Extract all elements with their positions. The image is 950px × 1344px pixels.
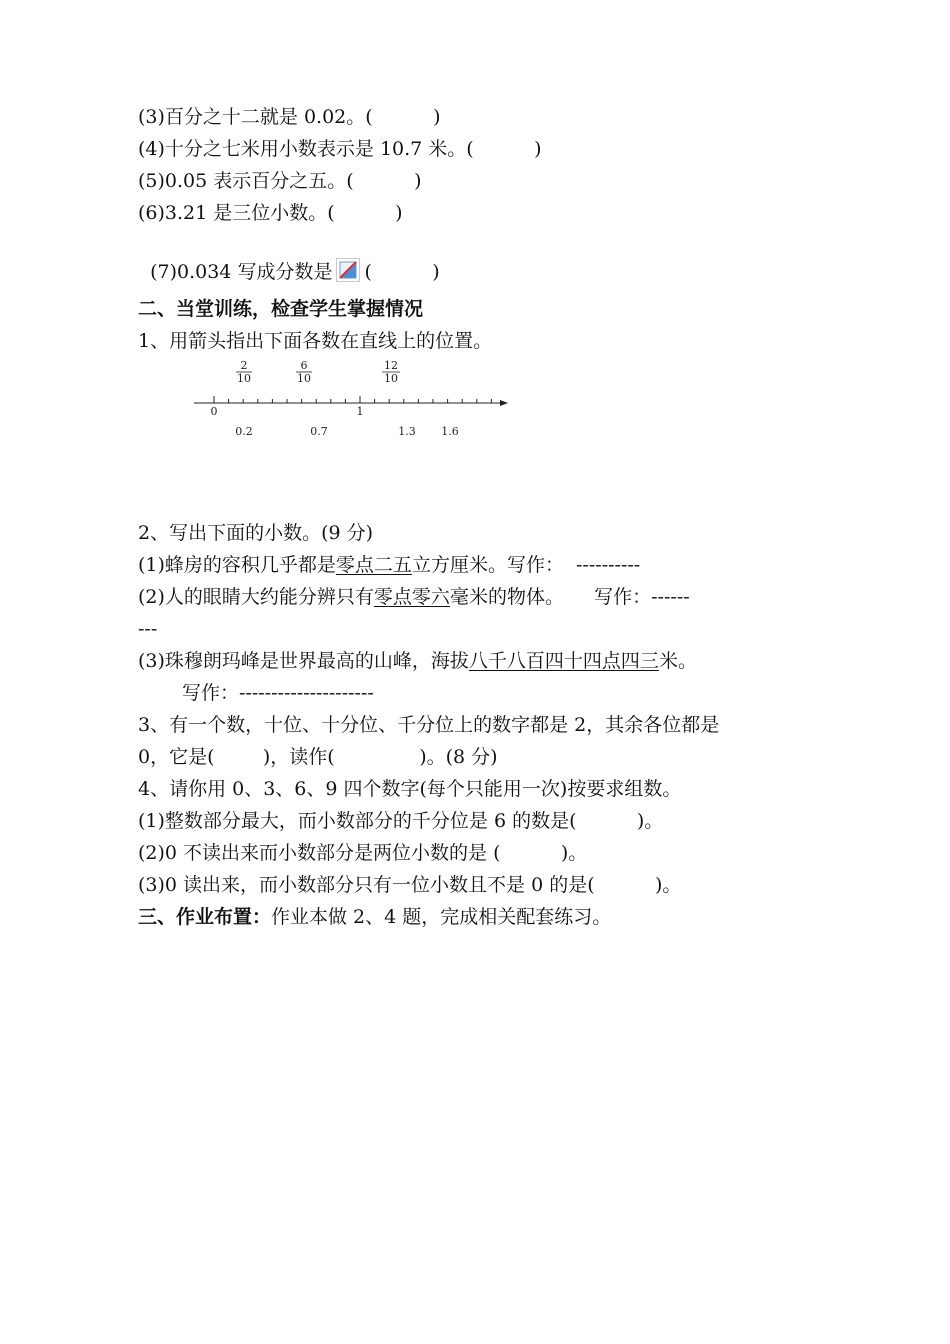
question-2-item-1 xyxy=(138,552,640,578)
question-2-item-3-write: 写作：--------------------- xyxy=(182,682,374,704)
section3-heading: 三、作业布置： xyxy=(138,906,272,928)
tick-label-1: 1 xyxy=(356,405,364,418)
q2-item2-underlined: 零点零六 xyxy=(373,586,450,608)
fraction-2-10-num: 2 xyxy=(240,359,248,372)
question-2-title: 2、写出下面的小数。(9 分) xyxy=(138,522,374,544)
q2-item1-underlined: 零点二五 xyxy=(335,554,412,576)
question-4-item-1: (1)整数部分最大，而小数部分的千分位是 6 的数是( )。 xyxy=(138,810,664,832)
question-4-item-2: (2)0 不读出来而小数部分是两位小数的是 ( )。 xyxy=(138,842,588,864)
q2-item3-pre: (3)珠穆朗玛峰是世界最高的山峰，海拔 xyxy=(138,650,469,672)
fraction-6-10-num: 6 xyxy=(300,359,308,372)
fraction-6-10-den: 10 xyxy=(297,372,311,385)
fraction-12-10 xyxy=(382,359,400,385)
judgement-item-7-blank: ( ) xyxy=(364,261,440,283)
question-3-line-2: 0，它是( )，读作( )。(8 分) xyxy=(138,746,498,768)
section3-text: 作业本做 2、4 题，完成相关配套练习。 xyxy=(271,906,612,928)
question-2-item-2 xyxy=(138,584,690,610)
question-2-item-3 xyxy=(138,648,697,674)
judgement-item-6: (6)3.21 是三位小数。( ) xyxy=(138,202,403,224)
judgement-item-3: (3)百分之十二就是 0.02。( ) xyxy=(138,106,441,128)
fraction-12-10-den: 10 xyxy=(384,372,398,385)
q2-item1-pre: (1)蜂房的容积几乎都是 xyxy=(138,554,336,576)
fraction-2-10-den: 10 xyxy=(237,372,251,385)
number-line-ticks xyxy=(214,396,491,403)
decimal-1-6: 1.6 xyxy=(441,425,459,438)
decimal-1-3: 1.3 xyxy=(398,425,416,438)
question-2-item-2-continued: --- xyxy=(138,618,158,640)
q2-item1-post: 立方厘米。写作： ---------- xyxy=(411,554,641,576)
broken-image-icon xyxy=(336,258,360,282)
fraction-12-10-num: 12 xyxy=(384,359,398,372)
question-4-title: 4、请你用 0、3、6、9 四个数字(每个只能用一次)按要求组数。 xyxy=(138,778,682,800)
section2-heading: 二、当堂训练，检查学生掌握情况 xyxy=(138,298,424,320)
q2-item3-underlined: 八千八百四十四点四三 xyxy=(468,650,659,672)
question-4-item-3: (3)0 读出来，而小数部分只有一位小数且不是 0 的是( )。 xyxy=(138,874,682,896)
tick-label-0: 0 xyxy=(210,405,218,418)
question-1: 1、用箭头指出下面各数在直线上的位置。 xyxy=(138,330,493,352)
judgement-item-7-text: (7)0.034 写成分数是 xyxy=(150,261,333,283)
decimal-0-2: 0.2 xyxy=(235,425,253,438)
fraction-2-10 xyxy=(236,359,252,385)
judgement-item-5: (5)0.05 表示百分之五。( ) xyxy=(138,170,422,192)
q2-item3-post: 米。 xyxy=(658,650,697,672)
fraction-6-10 xyxy=(296,359,312,385)
q2-item2-post: 毫米的物体。 写作：------ xyxy=(449,586,690,608)
q2-item2-pre: (2)人的眼睛大约能分辨只有 xyxy=(138,586,374,608)
judgement-item-7 xyxy=(138,232,440,285)
number-line-arrow xyxy=(500,400,508,406)
number-line xyxy=(190,358,520,442)
section3-line xyxy=(138,904,611,930)
decimal-0-7: 0.7 xyxy=(310,425,328,438)
question-3-line-1: 3、有一个数，十位、十分位、千分位上的数字都是 2，其余各位都是 xyxy=(138,714,720,736)
judgement-item-4: (4)十分之七米用小数表示是 10.7 米。( ) xyxy=(138,138,542,160)
